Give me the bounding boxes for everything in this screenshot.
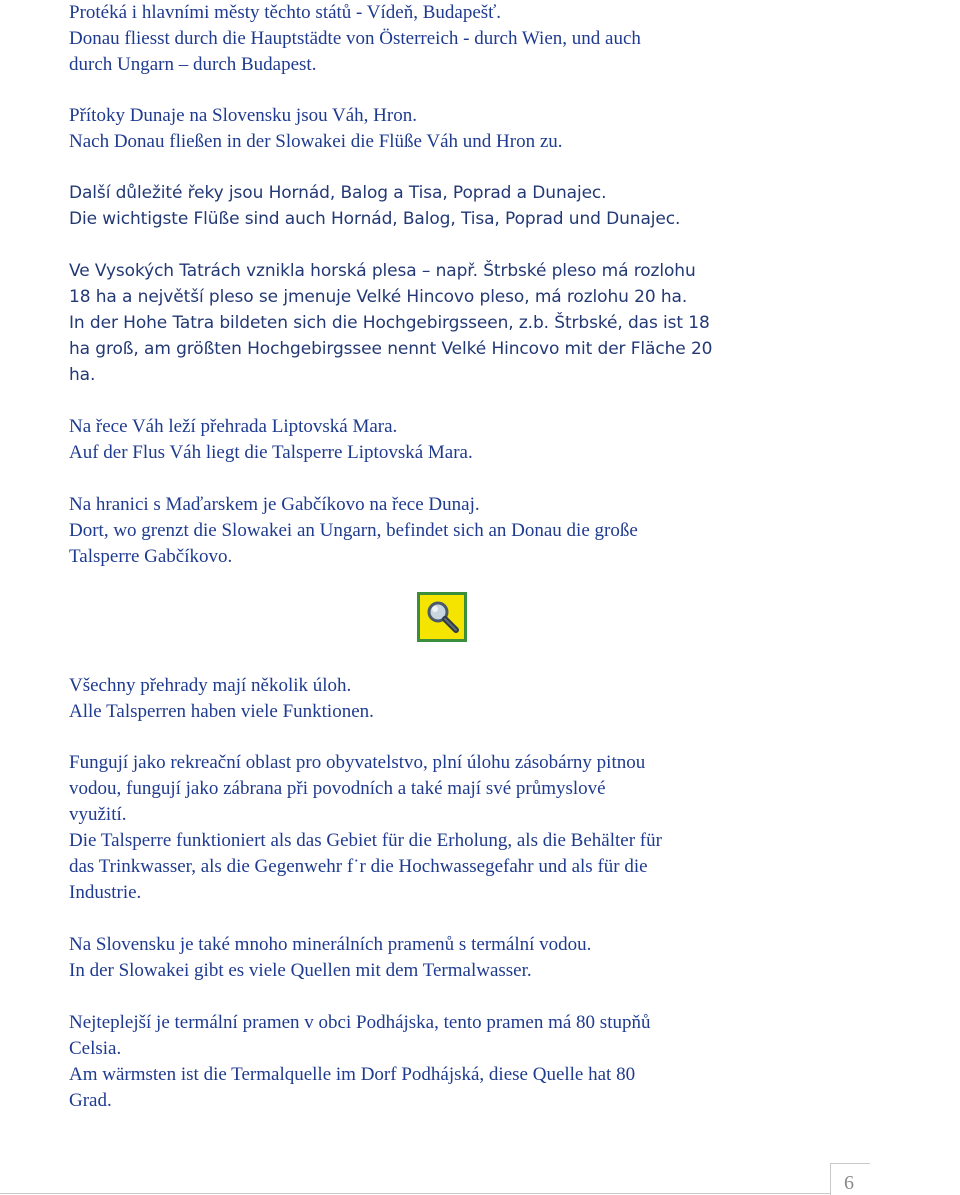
text-line: Industrie. [69,882,142,903]
text-line: das Trinkwasser, als die Gegenwehr f˙r die Hochwassegefahr und als für die [69,856,648,877]
text-line: Nach Donau fließen in der Slowakei die Flüße Váh und Hron zu. [69,131,563,152]
magnifier-icon[interactable] [417,592,467,642]
text-line: In der Hohe Tatra bildeten sich die Hochgebirgsseen, z.b. Štrbské, das ist 18 [69,313,710,333]
text-line: ha groß, am größten Hochgebirgssee nennt Velké Hincovo mit der Fläche 20 [69,339,713,359]
text-line: využití. [69,804,127,825]
text-line: Fungují jako rekreační oblast pro obyvatelstvo, plní úlohu zásobárny pitnou [69,752,646,773]
text-line: Grad. [69,1090,112,1111]
text-line: ha. [69,365,96,385]
text-line: Die Talsperre funktioniert als das Gebiet für die Erholung, als die Behälter für [69,830,662,851]
magnifier-icon-graphic [420,595,464,639]
text-line: Ve Vysokých Tatrách vznikla horská plesa – např. Štrbské pleso má rozlohu [69,261,696,281]
text-line: Nejteplejší je termální pramen v obci Podhájska, tento pramen má 80 stupňů [69,1012,651,1033]
text-line: durch Ungarn – durch Budapest. [69,54,317,75]
text-line: Am wärmsten ist die Termalquelle im Dorf Podhájská, diese Quelle hat 80 [69,1064,636,1085]
text-line: Na Slovensku je také mnoho minerálních pramenů s termální vodou. [69,934,592,955]
text-line: Na hranici s Maďarskem je Gabčíkovo na řece Dunaj. [69,494,480,515]
text-line: Alle Talsperren haben viele Funktionen. [69,701,374,722]
text-line: Další důležité řeky jsou Hornád, Balog a Tisa, Poprad a Dunajec. [69,183,607,203]
text-line: Die wichtigste Flüße sind auch Hornád, Balog, Tisa, Poprad und Dunajec. [69,209,681,229]
page-number: 6 [844,1172,854,1194]
text-line: 18 ha a největší pleso se jmenuje Velké Hincovo pleso, má rozlohu 20 ha. [69,287,688,307]
text-line: Dort, wo grenzt die Slowakei an Ungarn, befindet sich an Donau die große [69,520,638,541]
text-line: Protéká i hlavními městy těchto států - Vídeň, Budapešť. [69,2,502,23]
text-line: Na řece Váh leží přehrada Liptovská Mara. [69,416,398,437]
text-line: In der Slowakei gibt es viele Quellen mit dem Termalwasser. [69,960,532,981]
text-line: vodou, fungují jako zábrana při povodních a také mají své průmyslové [69,778,606,799]
footer-rule [0,1193,830,1194]
text-line: Auf der Flus Váh liegt die Talsperre Liptovská Mara. [69,442,473,463]
text-line: Celsia. [69,1038,122,1059]
text-line: Talsperre Gabčíkovo. [69,546,233,567]
text-line: Přítoky Dunaje na Slovensku jsou Váh, Hron. [69,105,417,126]
text-line: Donau fliesst durch die Hauptstädte von Österreich - durch Wien, und auch [69,28,641,49]
text-line: Všechny přehrady mají několik úloh. [69,675,352,696]
